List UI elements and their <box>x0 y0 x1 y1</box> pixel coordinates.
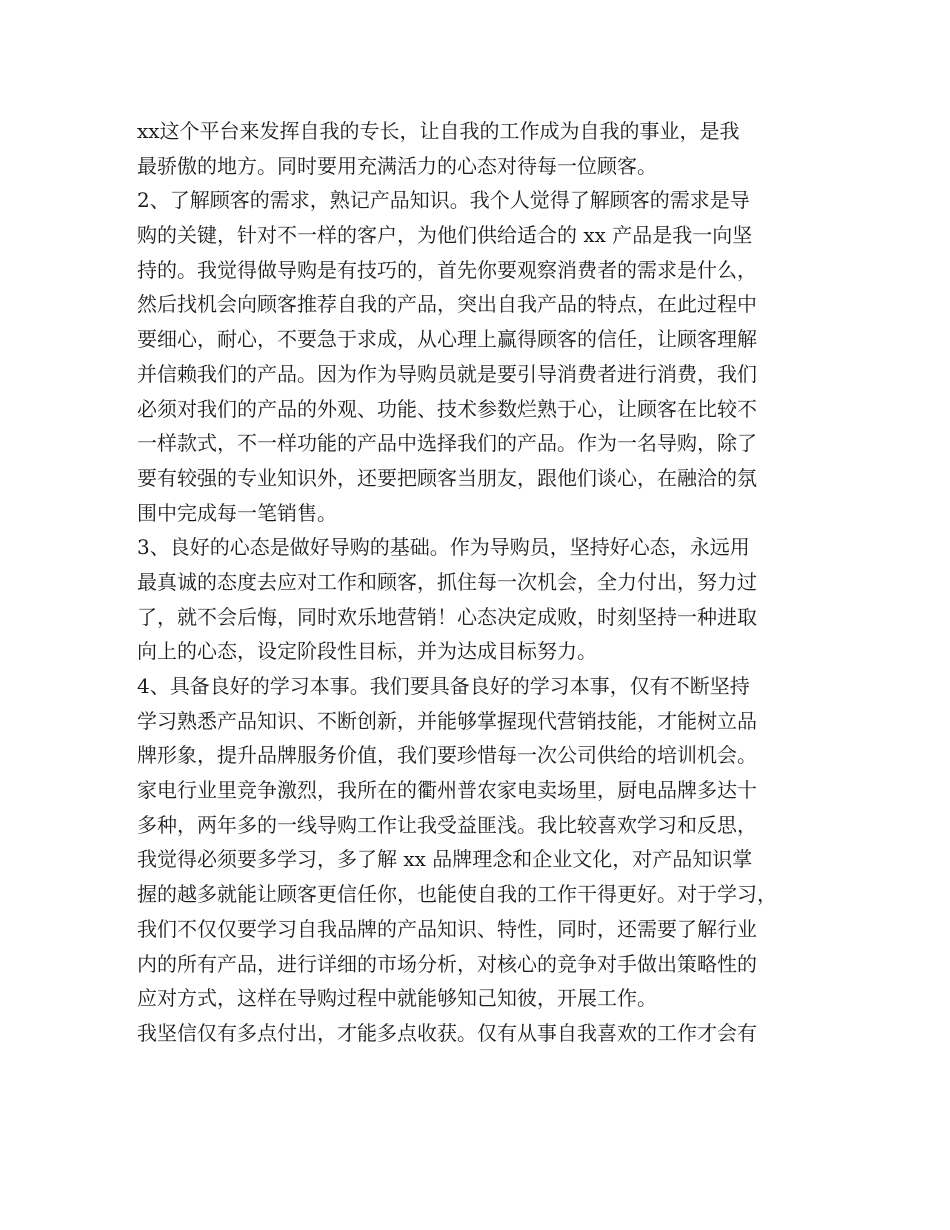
text-line: 我觉得必须要多学习，多了解 xx 品牌理念和企业文化，对产品知识掌 <box>137 847 753 872</box>
text-line: 围中完成每一笔销售。 <box>137 500 337 525</box>
text-line: 握的越多就能让顾客更信任你，也能使自我的工作干得更好。对于学习， <box>137 882 777 907</box>
text-line: 4、具备良好的学习本事。我们要具备良好的学习本事，仅有不断坚持 <box>137 674 750 698</box>
document-body <box>137 114 827 1051</box>
text-line: 并信赖我们的产品。因为作为导购员就是要引导消费者进行消费，我们 <box>137 361 757 386</box>
text-line: xx这个平台来发挥自我的专长，让自我的工作成为自我的事业，是我 <box>137 119 740 143</box>
text-line: 要细心，耐心，不要急于求成，从心理上赢得顾客的信任，让顾客理解 <box>137 327 757 352</box>
text-line: 学习熟悉产品知识、不断创新，并能够掌握现代营销技能，才能树立品 <box>137 708 757 733</box>
text-line: 我坚信仅有多点付出，才能多点收获。仅有从事自我喜欢的工作才会有 <box>137 1020 757 1045</box>
text-line: 2、了解顾客的需求，熟记产品知识。我个人觉得了解顾客的需求是导 <box>137 188 750 213</box>
text-line: 必须对我们的产品的外观、功能、技术参数烂熟于心，让顾客在比较不 <box>137 396 757 421</box>
text-line: 最骄傲的地方。同时要用充满活力的心态对待每一位顾客。 <box>137 153 657 178</box>
text-line: 购的关键，针对不一样的客户，为他们供给适合的 xx 产品是我一向坚 <box>137 223 753 248</box>
text-line: 牌形象，提升品牌服务价值，我们要珍惜每一次公司供给的培训机会。 <box>137 743 757 768</box>
text-line: 向上的心态，设定阶段性目标，并为达成目标努力。 <box>137 639 597 664</box>
text-line: 了，就不会后悔，同时欢乐地营销！心态决定成败，时刻坚持一种进取 <box>137 604 757 629</box>
text-line: 然后找机会向顾客推荐自我的产品，突出自我产品的特点，在此过程中 <box>137 292 757 317</box>
text-line: 我们不仅仅要学习自我品牌的产品知识、特性，同时，还需要了解行业 <box>137 916 757 941</box>
text-line: 家电行业里竞争激烈，我所在的衢州普农家电卖场里，厨电品牌多达十 <box>137 778 757 803</box>
text-line: 一样款式，不一样功能的产品中选择我们的产品。作为一名导购，除了 <box>137 431 757 456</box>
text-line: 持的。我觉得做导购是有技巧的，首先你要观察消费者的需求是什么， <box>137 257 757 282</box>
text-line: 应对方式，这样在导购过程中就能够知己知彼，开展工作。 <box>137 986 657 1011</box>
text-line: 3、良好的心态是做好导购的基础。作为导购员，坚持好心态，永远用 <box>137 535 750 560</box>
text-line: 多种，两年多的一线导购工作让我受益匪浅。我比较喜欢学习和反思， <box>137 812 757 837</box>
text-line: 内的所有产品，进行详细的市场分析，对核心的竞争对手做出策略性的 <box>137 951 757 976</box>
text-line: 要有较强的专业知识外，还要把顾客当朋友，跟他们谈心，在融洽的氛 <box>137 465 757 490</box>
text-line: 最真诚的态度去应对工作和顾客，抓住每一次机会，全力付出，努力过 <box>137 569 757 594</box>
